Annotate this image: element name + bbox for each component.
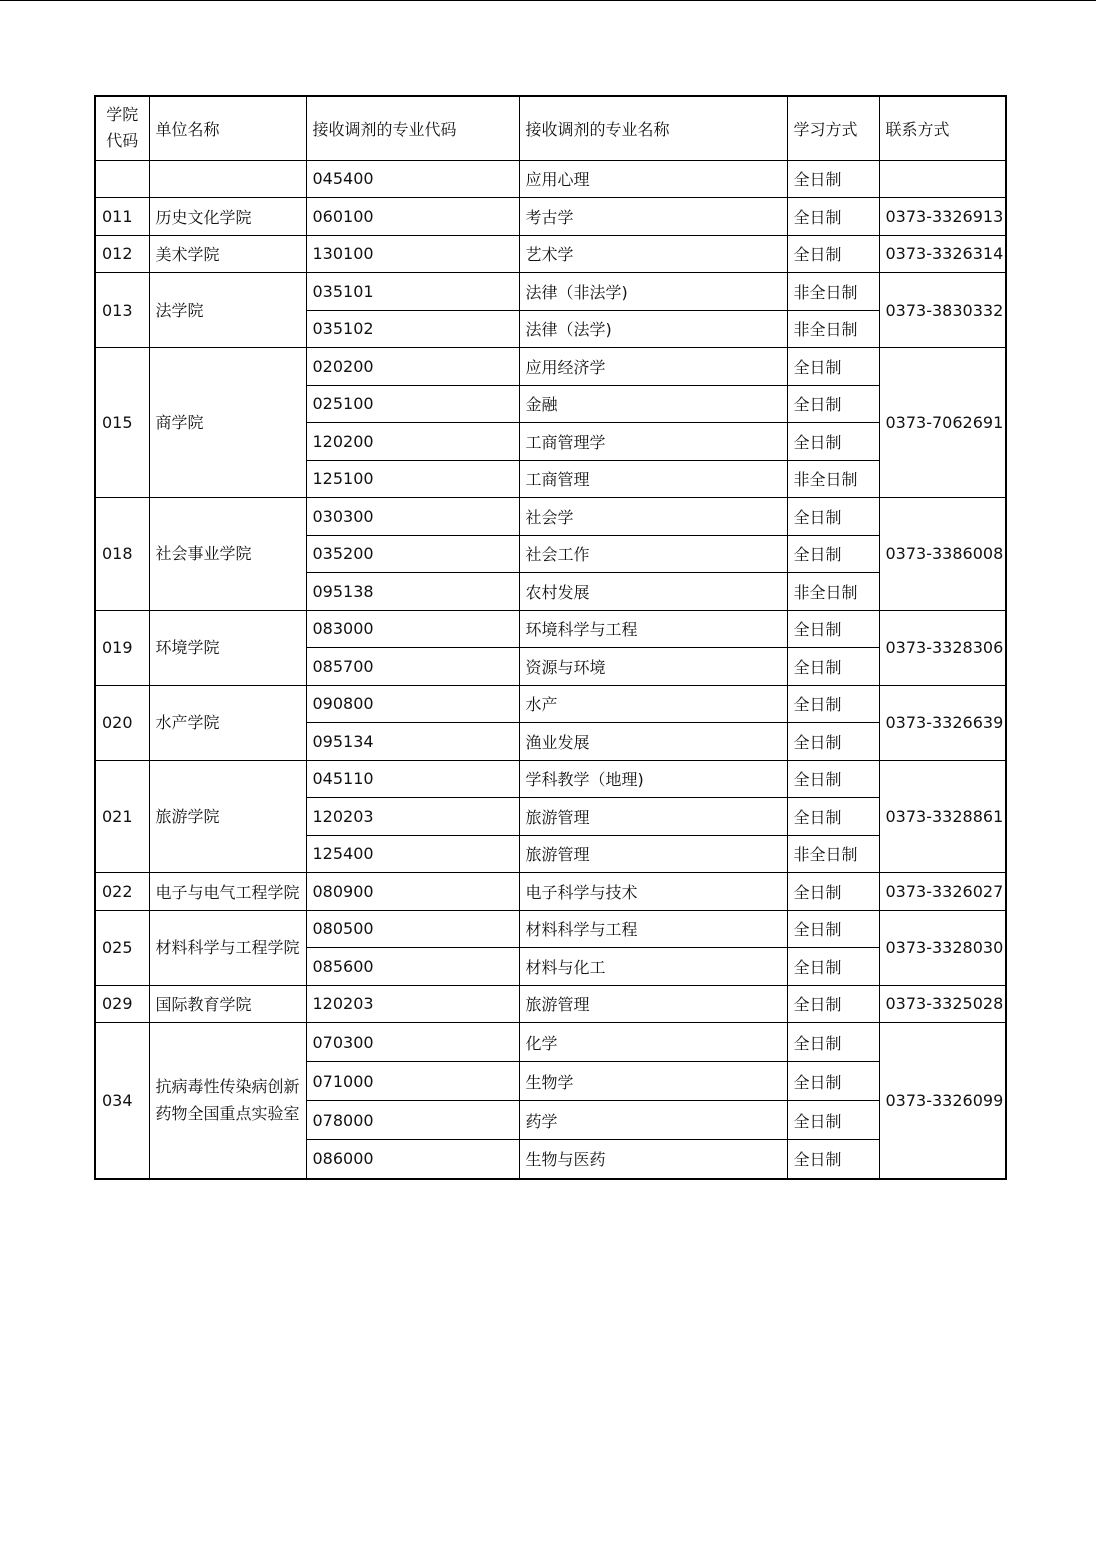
major-code-cell: 035200 [306, 535, 519, 573]
contact-cell: 0373-7062691 [879, 348, 1006, 498]
study-mode-cell: 全日制 [787, 1101, 879, 1140]
study-mode-cell: 全日制 [787, 873, 879, 911]
major-name-cell: 环境科学与工程 [519, 610, 787, 648]
college-code-cell: 025 [95, 910, 149, 985]
study-mode-cell: 全日制 [787, 760, 879, 798]
adjustment-majors-table [94, 95, 1007, 1180]
contact-cell: 0373-3830332 [879, 273, 1006, 348]
major-name-cell: 水产 [519, 685, 787, 723]
contact-cell: 0373-3326913 [879, 198, 1006, 236]
study-mode-cell: 全日制 [787, 910, 879, 948]
major-code-cell: 095138 [306, 573, 519, 611]
college-code-cell [95, 160, 149, 198]
major-name-cell: 渔业发展 [519, 723, 787, 761]
major-name-cell: 应用心理 [519, 160, 787, 198]
college-code-cell: 015 [95, 348, 149, 498]
major-code-cell: 125100 [306, 460, 519, 498]
major-name-cell: 工商管理学 [519, 423, 787, 461]
header-study-mode: 学习方式 [787, 96, 879, 160]
table-row [95, 685, 1006, 723]
contact-cell: 0373-3326027 [879, 873, 1006, 911]
college-code-cell: 022 [95, 873, 149, 911]
table-row [95, 910, 1006, 948]
table-row [95, 873, 1006, 911]
study-mode-cell: 全日制 [787, 385, 879, 423]
table-row [95, 985, 1006, 1023]
study-mode-cell: 全日制 [787, 348, 879, 386]
contact-cell: 0373-3328306 [879, 610, 1006, 685]
college-code-cell: 019 [95, 610, 149, 685]
study-mode-cell: 全日制 [787, 1023, 879, 1062]
study-mode-cell: 全日制 [787, 160, 879, 198]
major-name-cell: 材料科学与工程 [519, 910, 787, 948]
contact-cell: 0373-3326639 [879, 685, 1006, 760]
study-mode-cell: 全日制 [787, 798, 879, 836]
table-row [95, 273, 1006, 311]
contact-cell: 0373-3326314 [879, 235, 1006, 273]
major-code-cell: 080900 [306, 873, 519, 911]
major-name-cell: 社会学 [519, 498, 787, 536]
study-mode-cell: 全日制 [787, 423, 879, 461]
study-mode-cell: 全日制 [787, 685, 879, 723]
study-mode-cell: 非全日制 [787, 310, 879, 348]
major-code-cell: 070300 [306, 1023, 519, 1062]
major-name-cell: 法律（非法学) [519, 273, 787, 311]
major-code-cell: 078000 [306, 1101, 519, 1140]
major-code-cell: 130100 [306, 235, 519, 273]
college-code-cell: 020 [95, 685, 149, 760]
major-name-cell: 学科教学（地理) [519, 760, 787, 798]
major-name-cell: 法律（法学) [519, 310, 787, 348]
major-code-cell: 125400 [306, 835, 519, 873]
major-code-cell: 025100 [306, 385, 519, 423]
major-code-cell: 086000 [306, 1140, 519, 1179]
study-mode-cell: 全日制 [787, 610, 879, 648]
unit-name-cell: 电子与电气工程学院 [149, 873, 306, 911]
college-code-cell: 021 [95, 760, 149, 873]
unit-name-cell: 社会事业学院 [149, 498, 306, 611]
table-header-row [95, 96, 1006, 160]
major-name-cell: 工商管理 [519, 460, 787, 498]
study-mode-cell: 全日制 [787, 985, 879, 1023]
study-mode-cell: 全日制 [787, 648, 879, 686]
table-row [95, 760, 1006, 798]
table-row [95, 610, 1006, 648]
major-name-cell: 旅游管理 [519, 985, 787, 1023]
major-name-cell: 艺术学 [519, 235, 787, 273]
unit-name-cell: 美术学院 [149, 235, 306, 273]
unit-name-cell: 环境学院 [149, 610, 306, 685]
major-code-cell: 095134 [306, 723, 519, 761]
contact-cell [879, 160, 1006, 198]
major-code-cell: 090800 [306, 685, 519, 723]
unit-name-cell: 法学院 [149, 273, 306, 348]
college-code-cell: 029 [95, 985, 149, 1023]
unit-name-cell: 抗病毒性传染病创新药物全国重点实验室 [149, 1023, 306, 1179]
study-mode-cell: 全日制 [787, 948, 879, 986]
study-mode-cell: 非全日制 [787, 273, 879, 311]
contact-cell: 0373-3386008 [879, 498, 1006, 611]
study-mode-cell: 非全日制 [787, 460, 879, 498]
college-code-cell: 034 [95, 1023, 149, 1179]
unit-name-cell [149, 160, 306, 198]
table-row [95, 235, 1006, 273]
major-code-cell: 120203 [306, 985, 519, 1023]
college-code-cell: 018 [95, 498, 149, 611]
study-mode-cell: 全日制 [787, 235, 879, 273]
table-row [95, 160, 1006, 198]
study-mode-cell: 全日制 [787, 1140, 879, 1179]
unit-name-cell: 旅游学院 [149, 760, 306, 873]
major-name-cell: 考古学 [519, 198, 787, 236]
major-name-cell: 生物学 [519, 1062, 787, 1101]
contact-cell: 0373-3328030 [879, 910, 1006, 985]
major-name-cell: 电子科学与技术 [519, 873, 787, 911]
header-unit-name: 单位名称 [149, 96, 306, 160]
major-name-cell: 资源与环境 [519, 648, 787, 686]
major-name-cell: 旅游管理 [519, 798, 787, 836]
major-code-cell: 080500 [306, 910, 519, 948]
study-mode-cell: 非全日制 [787, 835, 879, 873]
major-code-cell: 071000 [306, 1062, 519, 1101]
study-mode-cell: 全日制 [787, 535, 879, 573]
major-name-cell: 社会工作 [519, 535, 787, 573]
major-code-cell: 120203 [306, 798, 519, 836]
major-code-cell: 035102 [306, 310, 519, 348]
college-code-cell: 013 [95, 273, 149, 348]
study-mode-cell: 全日制 [787, 1062, 879, 1101]
unit-name-cell: 水产学院 [149, 685, 306, 760]
major-code-cell: 120200 [306, 423, 519, 461]
major-code-cell: 085700 [306, 648, 519, 686]
study-mode-cell: 全日制 [787, 723, 879, 761]
table-row [95, 498, 1006, 536]
study-mode-cell: 非全日制 [787, 573, 879, 611]
major-name-cell: 金融 [519, 385, 787, 423]
major-name-cell: 农村发展 [519, 573, 787, 611]
major-code-cell: 045110 [306, 760, 519, 798]
header-college-code: 学院代码 [95, 96, 149, 160]
major-name-cell: 应用经济学 [519, 348, 787, 386]
major-code-cell: 060100 [306, 198, 519, 236]
contact-cell: 0373-3328861 [879, 760, 1006, 873]
major-name-cell: 生物与医药 [519, 1140, 787, 1179]
major-code-cell: 035101 [306, 273, 519, 311]
header-major-code: 接收调剂的专业代码 [306, 96, 519, 160]
unit-name-cell: 历史文化学院 [149, 198, 306, 236]
page-top-rule [0, 0, 1096, 1]
study-mode-cell: 全日制 [787, 498, 879, 536]
header-major-name: 接收调剂的专业名称 [519, 96, 787, 160]
major-code-cell: 083000 [306, 610, 519, 648]
college-code-cell: 012 [95, 235, 149, 273]
major-code-cell: 030300 [306, 498, 519, 536]
major-code-cell: 020200 [306, 348, 519, 386]
study-mode-cell: 全日制 [787, 198, 879, 236]
unit-name-cell: 国际教育学院 [149, 985, 306, 1023]
major-code-cell: 085600 [306, 948, 519, 986]
major-code-cell: 045400 [306, 160, 519, 198]
major-name-cell: 材料与化工 [519, 948, 787, 986]
contact-cell: 0373-3325028 [879, 985, 1006, 1023]
major-name-cell: 药学 [519, 1101, 787, 1140]
header-contact: 联系方式 [879, 96, 1006, 160]
unit-name-cell: 商学院 [149, 348, 306, 498]
major-name-cell: 旅游管理 [519, 835, 787, 873]
major-name-cell: 化学 [519, 1023, 787, 1062]
table-row [95, 198, 1006, 236]
unit-name-cell: 材料科学与工程学院 [149, 910, 306, 985]
table-row [95, 348, 1006, 386]
college-code-cell: 011 [95, 198, 149, 236]
contact-cell: 0373-3326099 [879, 1023, 1006, 1179]
table-row [95, 1023, 1006, 1062]
